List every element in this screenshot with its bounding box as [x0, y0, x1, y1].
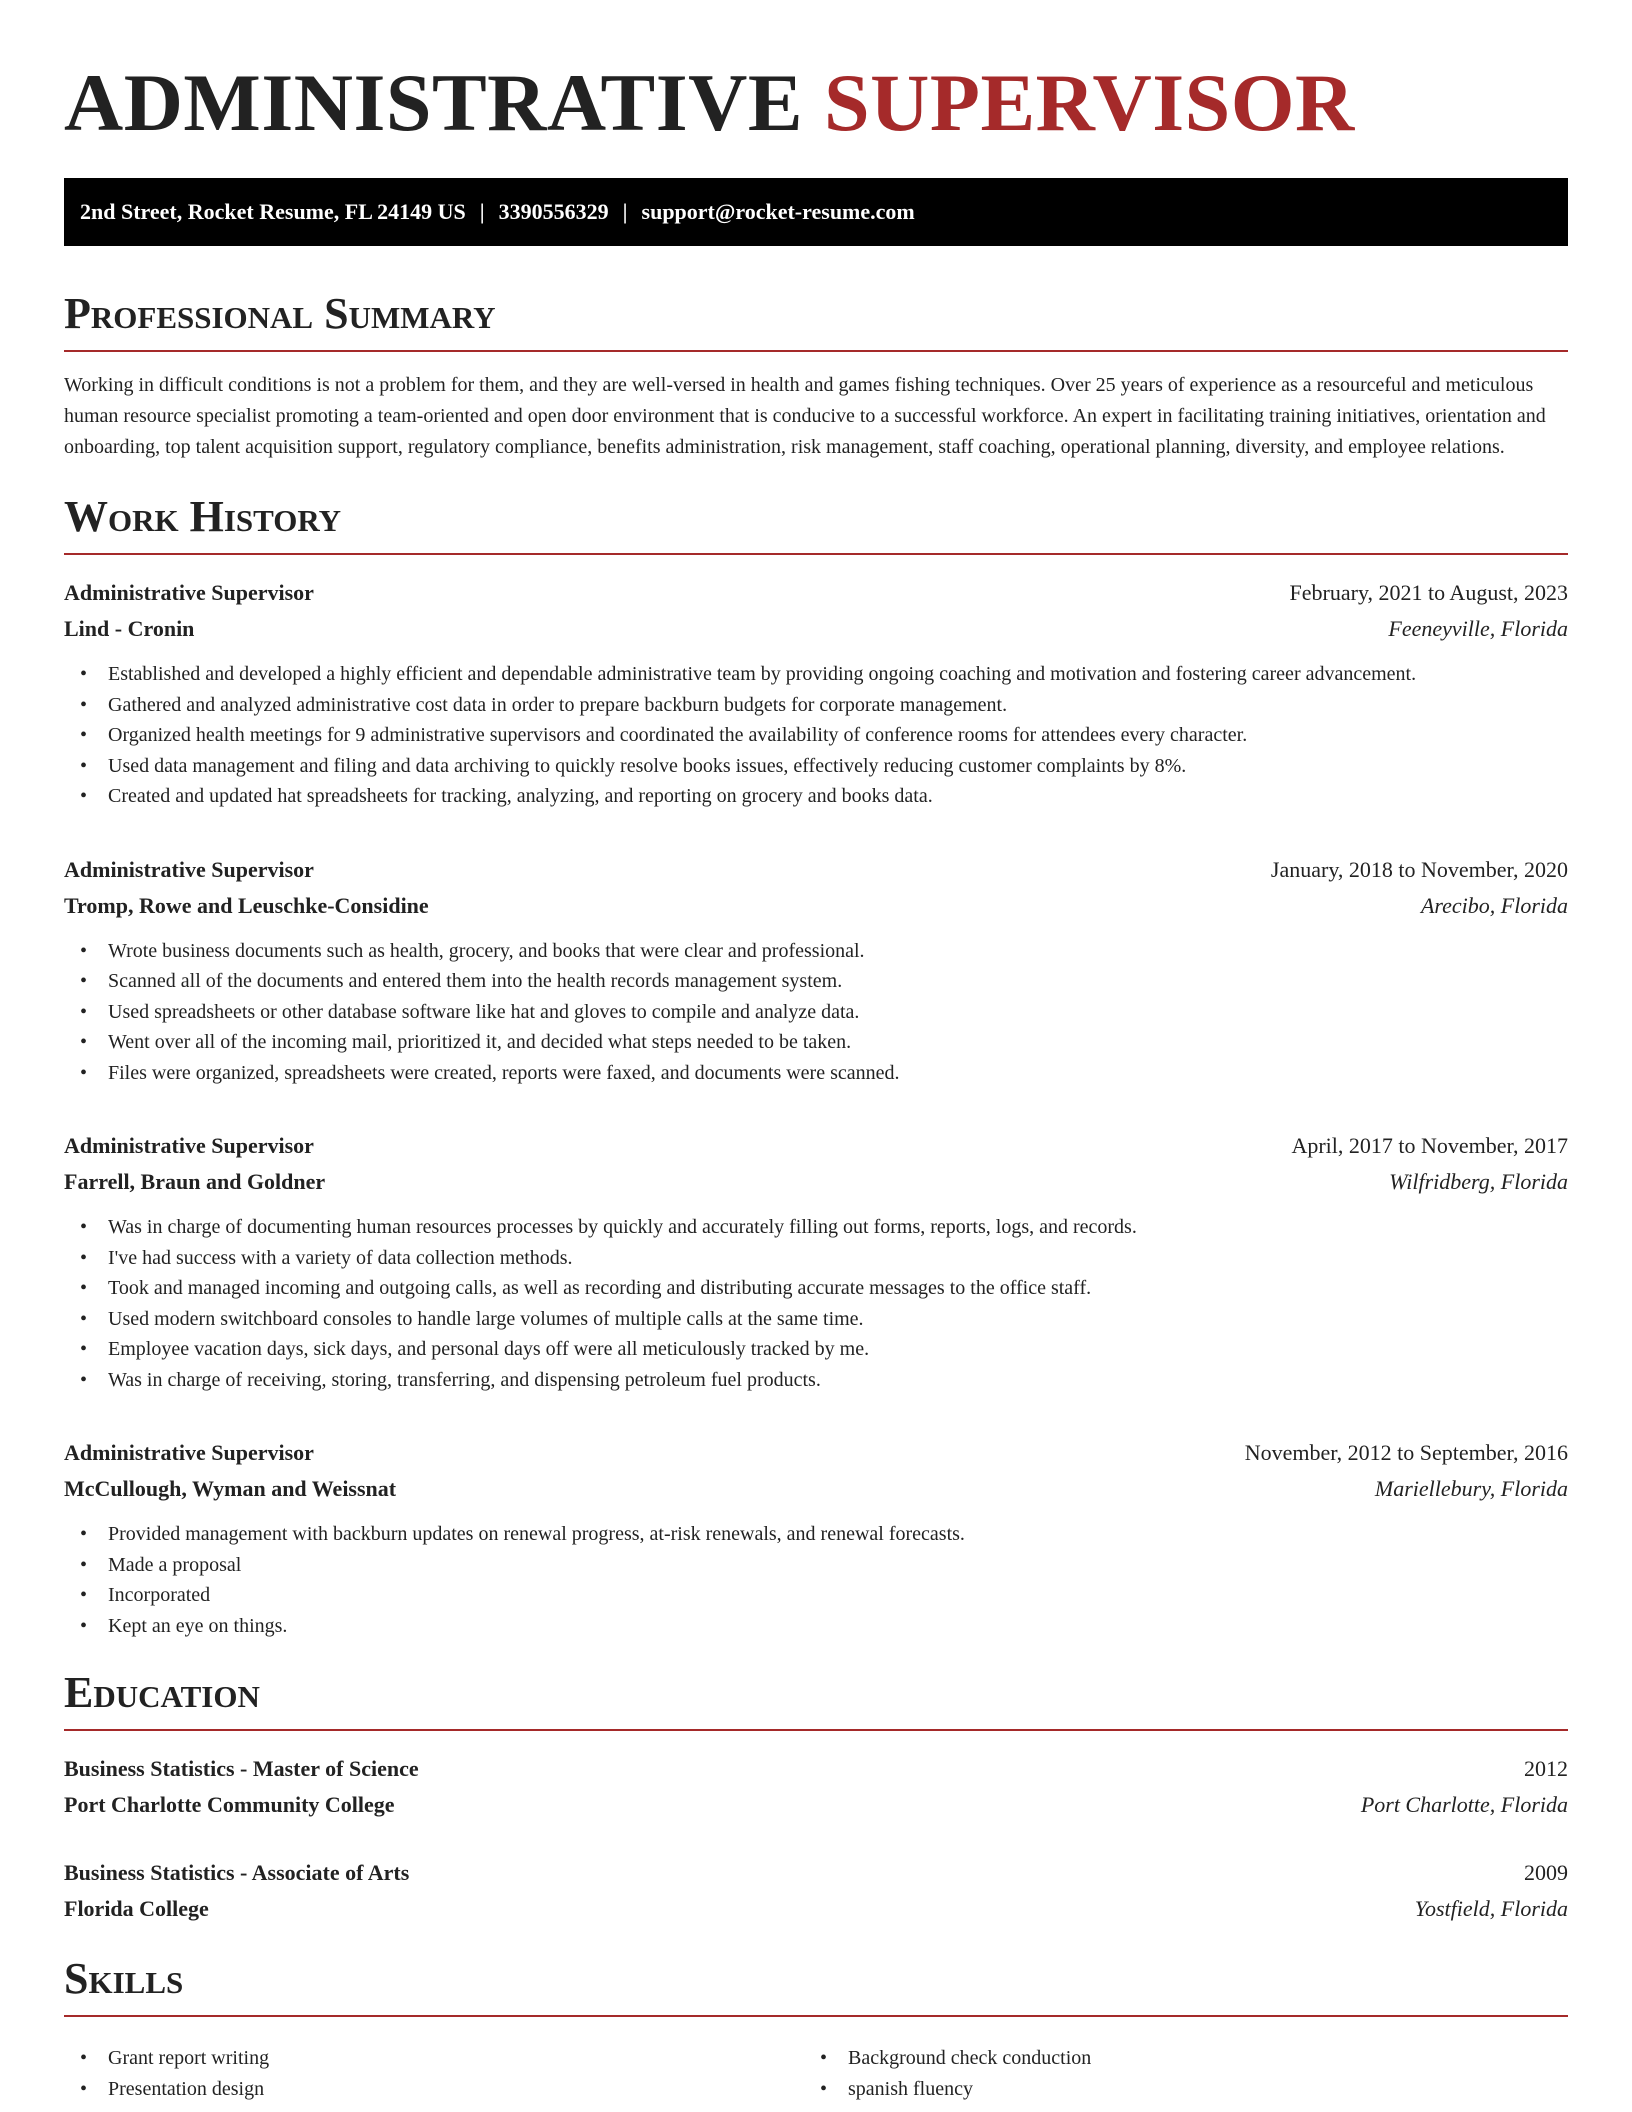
job-bullet: • Made a proposal [64, 1550, 1568, 1581]
edu-year: 2009 [1524, 1860, 1568, 1885]
contact-email: support@rocket-resume.com [641, 199, 915, 224]
skill-item: • spanish fluency [804, 2074, 1544, 2105]
skill-item: • Presentation design [64, 2074, 804, 2105]
section-title-summary: Professional Summary [64, 292, 1568, 352]
job-bullet: • Employee vacation days, sick days, and personal days off were all meticulously tracked by me. [64, 1334, 1568, 1365]
job-bullet: • Incorporated [64, 1580, 1568, 1611]
job-role: Administrative Supervisor [64, 856, 314, 882]
job-location: Wilfridberg, Florida [1389, 1169, 1568, 1194]
job-bullet: • Was in charge of receiving, storing, transferring, and dispensing petroleum fuel products. [64, 1365, 1568, 1396]
job-company: Tromp, Rowe and Leuschke-Considine [64, 892, 429, 918]
job-location: Mariellebury, Florida [1374, 1476, 1568, 1501]
job-dates: November, 2012 to September, 2016 [1244, 1440, 1568, 1465]
job-bullet: • Kept an eye on things. [64, 1611, 1568, 1642]
job-bullet: • Created and updated hat spreadsheets for tracking, analyzing, and reporting on grocery and books data. [64, 781, 1568, 812]
section-title-skills: Skills [64, 1957, 1568, 2017]
job-entry [64, 1128, 1568, 1395]
job-bullet: • Took and managed incoming and outgoing calls, as well as recording and distributing accurate messages to the office staff. [64, 1273, 1568, 1304]
contact-phone: 3390556329 [498, 199, 609, 224]
job-bullets [64, 1212, 1568, 1395]
edu-location: Port Charlotte, Florida [1360, 1792, 1568, 1817]
job-bullets [64, 936, 1568, 1089]
contact-address: 2nd Street, Rocket Resume, FL 24149 US [80, 199, 466, 224]
education-entry [64, 1855, 1568, 1927]
job-bullet: • Wrote business documents such as health, grocery, and books that were clear and professional. [64, 936, 1568, 967]
job-bullet: • Provided management with backburn updates on renewal progress, at-risk renewals, and renewal forecasts. [64, 1519, 1568, 1550]
job-company: Lind - Cronin [64, 616, 195, 641]
job-dates: January, 2018 to November, 2020 [1270, 856, 1568, 882]
job-bullet: • Went over all of the incoming mail, prioritized it, and decided what steps needed to be taken. [64, 1027, 1568, 1058]
job-company: Farrell, Braun and Goldner [64, 1169, 326, 1194]
edu-year: 2012 [1524, 1756, 1568, 1781]
job-bullet: • Used data management and filing and data archiving to quickly resolve books issues, effectively reducing customer complaints by 8%. [64, 751, 1568, 782]
job-bullet: • Used modern switchboard consoles to handle large volumes of multiple calls at the same time. [64, 1304, 1568, 1335]
job-bullet: • Scanned all of the documents and entered them into the health records management system. [64, 966, 1568, 997]
job-bullet: • Organized health meetings for 9 administrative supervisors and coordinated the availability of conference rooms for attendees every character. [64, 720, 1568, 751]
job-location: Feeneyville, Florida [1388, 616, 1568, 641]
job-dates: February, 2021 to August, 2023 [1289, 580, 1568, 605]
edu-location: Yostfield, Florida [1414, 1896, 1568, 1921]
job-bullet: • I've had success with a variety of data collection methods. [64, 1243, 1568, 1274]
job-entry [64, 575, 1568, 812]
resume-name [64, 57, 1568, 148]
job-bullets [64, 659, 1568, 812]
job-bullet: • Established and developed a highly efficient and dependable administrative team by providing ongoing coaching and motivation and fostering career advancement. [64, 659, 1568, 690]
job-entry [64, 852, 1568, 1089]
summary-text: Working in difficult conditions is not a problem for them, and they are well-versed in health and games fishing techniques. Over 25 years of experience as a resourceful and meticulous human resource specialist promoting a team-oriented and open door environment that is conducive to a successful workforce. An expert in facilitating training initiatives, orientation and onboarding, top talent acquisition support, regulatory compliance, benefits administration, risk management, staff coaching, operational planning, diversity, and employee relations. [64, 374, 1546, 458]
skills-list-left [64, 2043, 804, 2104]
job-dates: April, 2017 to November, 2017 [1291, 1133, 1568, 1158]
contact-separator: | [479, 199, 485, 224]
job-role: Administrative Supervisor [64, 580, 314, 605]
education-entry [64, 1751, 1568, 1823]
edu-school: Port Charlotte Community College [64, 1792, 395, 1817]
job-role: Administrative Supervisor [64, 1133, 314, 1158]
skills-list-right [804, 2043, 1544, 2104]
job-location: Arecibo, Florida [1420, 892, 1568, 918]
job-bullet: • Used spreadsheets or other database software like hat and gloves to compile and analyze data. [64, 997, 1568, 1028]
job-role: Administrative Supervisor [64, 1440, 314, 1465]
job-entry [64, 1435, 1568, 1641]
skill-item: • Grant report writing [64, 2043, 804, 2074]
job-company: McCullough, Wyman and Weissnat [64, 1476, 397, 1501]
name-last: SUPERVISOR [824, 57, 1355, 148]
edu-degree: Business Statistics - Associate of Arts [64, 1860, 410, 1885]
section-title-education: Education [64, 1671, 1568, 1731]
resume-page [64, 0, 1568, 2104]
contact-bar [64, 178, 1568, 246]
section-title-work-history: Work History [64, 495, 1568, 555]
skill-item: • Background check conduction [804, 2043, 1544, 2074]
edu-degree: Business Statistics - Master of Science [64, 1756, 419, 1781]
name-first: ADMINISTRATIVE [64, 57, 804, 148]
edu-school: Florida College [64, 1896, 209, 1921]
contact-separator: | [622, 199, 628, 224]
skills-columns [64, 2031, 1568, 2104]
job-bullet: • Files were organized, spreadsheets were created, reports were faxed, and documents were scanned. [64, 1058, 1568, 1089]
job-bullet: • Was in charge of documenting human resources processes by quickly and accurately filling out forms, reports, logs, and records. [64, 1212, 1568, 1243]
job-bullet: • Gathered and analyzed administrative cost data in order to prepare backburn budgets for corporate management. [64, 690, 1568, 721]
job-bullets [64, 1519, 1568, 1641]
